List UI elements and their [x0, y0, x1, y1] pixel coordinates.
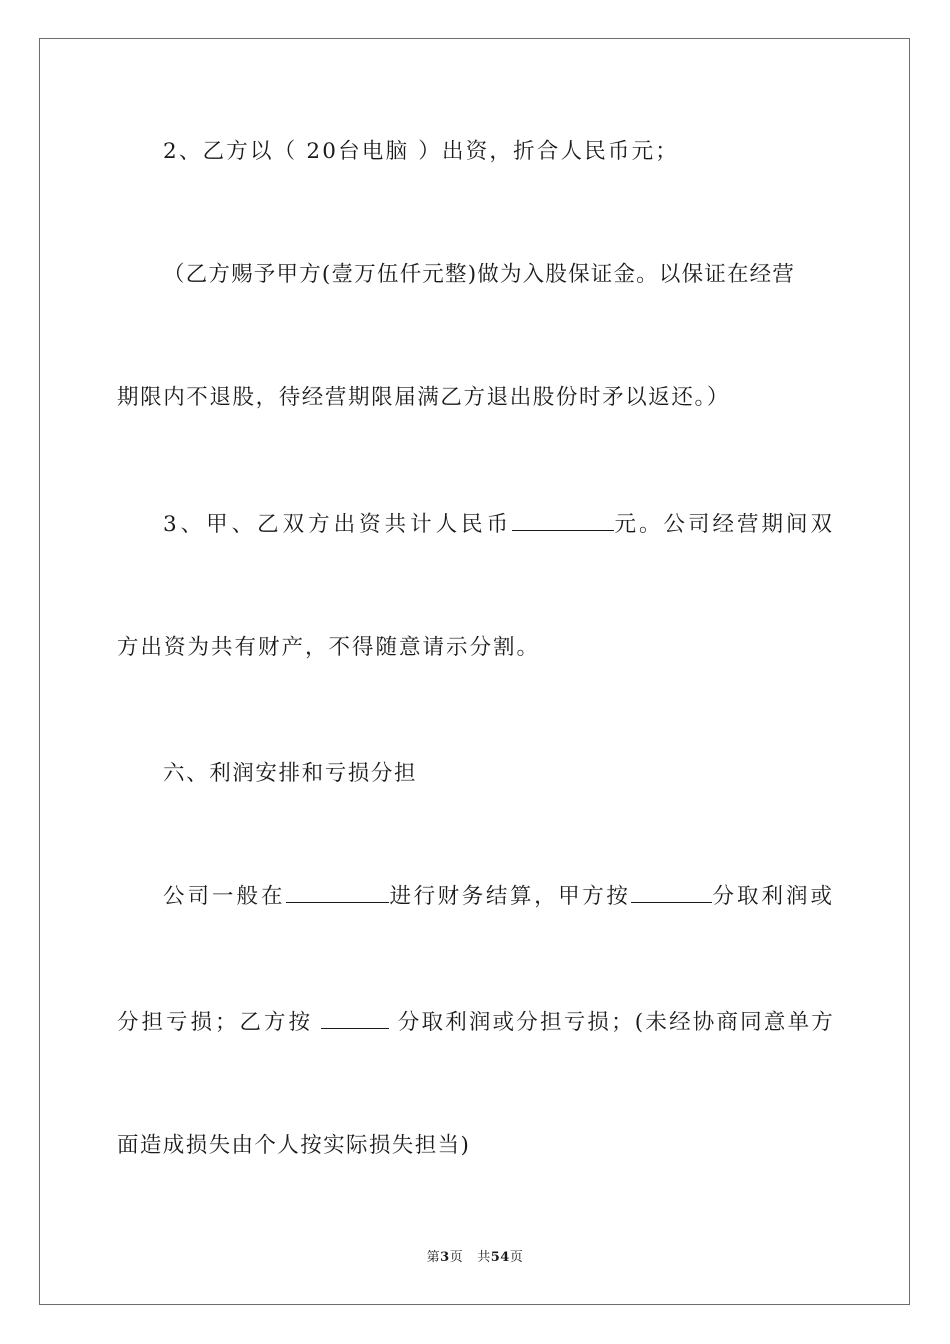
item-3-text-start: 3、甲、乙双方出资共计人民币 — [163, 512, 513, 537]
paragraph-deposit-line-2: 期限内不退股，待经营期限届满乙方退出股份时矛以返还。） — [117, 385, 730, 410]
footer-page-word: 页 — [449, 1250, 464, 1265]
settlement-period-blank — [286, 882, 390, 903]
paragraph-profit-line-2 — [117, 1008, 835, 1038]
total-page-count: 54 — [490, 1250, 510, 1265]
page-border — [39, 38, 910, 1305]
footer-prefix: 第 — [426, 1250, 441, 1265]
paragraph-profit-line-3: 面造成损失由个人按实际损失担当) — [117, 1133, 471, 1158]
profit-text-4: 分担亏损；乙方按 — [117, 1010, 314, 1035]
current-page-number: 3 — [440, 1250, 450, 1265]
footer-total-suffix: 页 — [509, 1250, 524, 1265]
paragraph-profit-line-1 — [163, 882, 835, 912]
profit-text-2: 进行财务结算，甲方按 — [389, 884, 631, 909]
footer-total-prefix: 共 — [477, 1250, 491, 1265]
section-heading-6: 六、利润安排和亏损分担 — [163, 761, 418, 786]
paragraph-deposit-line-1: （乙方赐予甲方(壹万伍仟元整)做为入股保证金。以保证在经营 — [163, 262, 796, 287]
profit-text-1: 公司一般在 — [163, 884, 286, 909]
party-b-ratio-blank — [321, 1008, 389, 1029]
paragraph-item-3-line-2: 方出资为共有财产，不得随意请示分割。 — [117, 635, 541, 660]
item-3-text-end: 元。公司经营期间双 — [614, 512, 835, 537]
paragraph-item-2: 2、乙方以（ 20台电脑 ）出资，折合人民币元； — [163, 139, 680, 164]
paragraph-item-3-line-1 — [163, 510, 835, 540]
page-footer — [0, 1246, 950, 1265]
party-a-ratio-blank — [631, 882, 713, 903]
total-capital-blank — [512, 510, 614, 531]
profit-text-5: 分取利润或分担亏损；(未经协商同意单方 — [397, 1010, 835, 1035]
profit-text-3: 分取利润或 — [712, 884, 835, 909]
